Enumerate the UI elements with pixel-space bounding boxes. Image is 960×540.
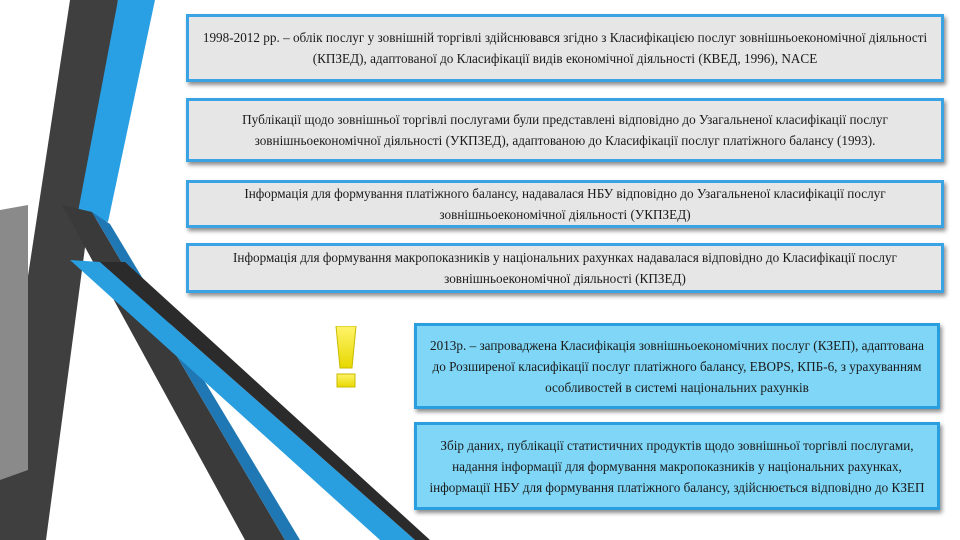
exclamation-mark-icon (331, 326, 361, 388)
info-box-publications (186, 98, 944, 162)
info-box-1998-2012 (186, 14, 944, 82)
info-box-national-accounts-text: Інформація для формування макропоказників у національних рахунках надавалася відповідно до Класифікації послуг зовнішньоекономічної діяльності (КПЗЕД) (233, 250, 897, 286)
info-box-2013-kzep (414, 323, 940, 409)
info-box-publications-text: Публікації щодо зовнішньої торгівлі послугами були представлені відповідно до Узагальненої класифікації послуг зовнішньоекономічної діяльності (УКПЗЕД), адаптованою до Класифікації послуг платіжного балансу (1993). (242, 112, 888, 148)
info-box-national-accounts (186, 243, 944, 293)
info-box-1998-2012-text: 1998-2012 рр. – облік послуг у зовнішній торгівлі здійснювався згідно з Класифікацією послуг зовнішньоекономічної діяльності (КПЗЕД), адаптованої до Класифікації видів економічної діяльності (КВЕД, 1996), NACE (202, 30, 928, 66)
info-box-2013-kzep-text: 2013р. – запроваджена Класифікація зовнішньоекономічних послуг (КЗЕП), адаптована до Розширеної класифікації послуг платіжного балансу, EBOPS, КПБ-6, з урахуванням особливостей в системі національних рахунків (430, 337, 924, 395)
info-box-balance-of-payments (186, 180, 944, 228)
info-box-data-collection (414, 422, 940, 510)
deco-gray-stripe-left (0, 205, 28, 480)
info-box-balance-of-payments-text: Інформація для формування платіжного балансу, надавалася НБУ відповідно до Узагальненої класифікації послуг зовнішньоекономічної діяльності (УКПЗЕД) (244, 186, 886, 222)
info-box-data-collection-text: Збір даних, публікації статистичних продуктів щодо зовнішньої торгівлі послугами, надання інформації для формування макропоказників у національних рахунках, інформації НБУ для формування платіжного балансу, здійснюється відповідно до КЗЕП (429, 437, 925, 495)
